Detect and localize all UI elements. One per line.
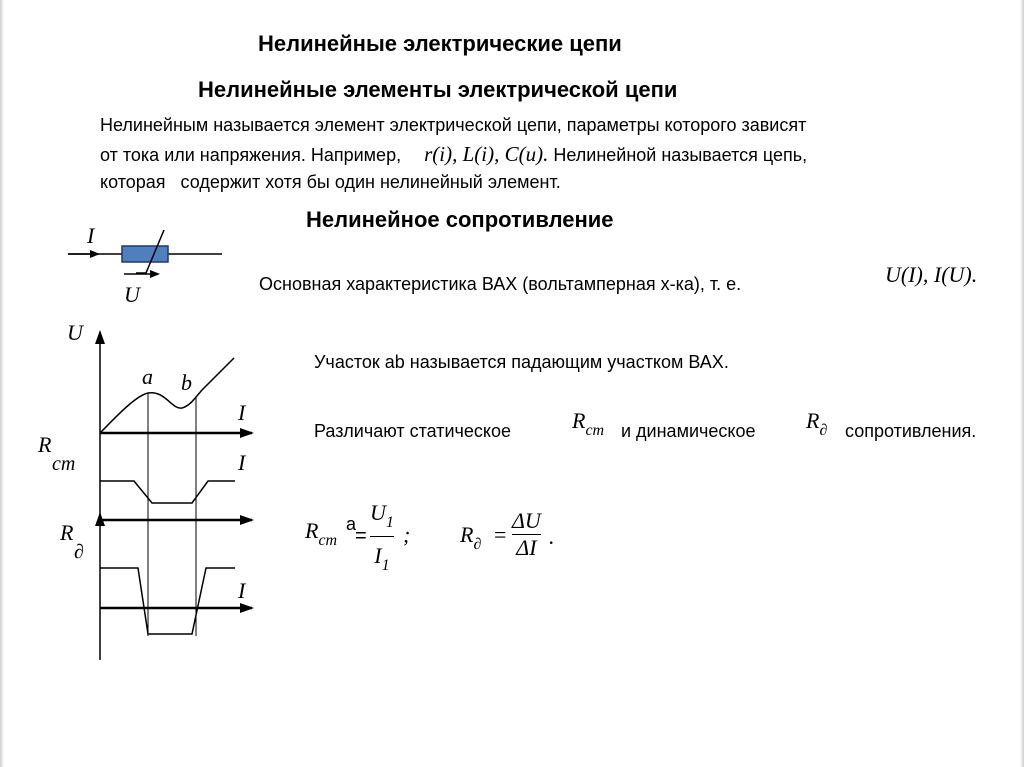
voltage-arrowhead-icon bbox=[150, 270, 160, 278]
point-a-label: a bbox=[142, 364, 153, 389]
static-formula-numerator bbox=[370, 500, 394, 536]
static-fraction-bar bbox=[370, 536, 394, 537]
graph-rd-label: R bbox=[60, 520, 74, 545]
u-axis-arrowhead-icon bbox=[95, 330, 105, 344]
dynamic-formula-denominator: ΔI bbox=[516, 535, 537, 560]
definition-line-2-pre: от тока или напряжения. Например, bbox=[100, 145, 402, 165]
static-formula-sub: ст bbox=[318, 532, 338, 549]
section-title: Нелинейное сопротивление bbox=[306, 207, 614, 232]
resistance-text-pre: Различают статическое bbox=[314, 421, 512, 441]
graph-u-label: U bbox=[67, 320, 83, 345]
static-formula-fraction bbox=[370, 500, 394, 579]
symbol-voltage-label: U bbox=[124, 282, 140, 307]
r-dynamic-sub: ∂ bbox=[819, 422, 828, 439]
slide-subtitle: Нелинейные элементы электрической цепи bbox=[198, 77, 678, 102]
resistance-text-mid: и динамическое bbox=[621, 421, 756, 441]
examples-formula: r(i), L(i), C(u). bbox=[424, 142, 549, 166]
r-dynamic-symbol bbox=[806, 408, 827, 440]
nonlinear-resistor-symbol bbox=[60, 218, 230, 310]
slide-title: Нелинейные электрические цепи bbox=[258, 31, 622, 56]
definition-line-2 bbox=[100, 141, 807, 168]
static-den-sub: 1 bbox=[381, 557, 390, 574]
graph-rst-sub: ст bbox=[52, 453, 76, 475]
r-static-symbol bbox=[572, 408, 604, 440]
graph-i-label-3: I bbox=[238, 578, 246, 603]
vah-graphs bbox=[30, 318, 270, 663]
point-b-label: b bbox=[181, 370, 192, 395]
i-axis-2-arrowhead-icon bbox=[240, 515, 254, 525]
i-axis-3-arrowhead-icon bbox=[240, 603, 254, 613]
static-formula-semicolon: ; bbox=[403, 522, 411, 547]
slide-left-edge bbox=[0, 0, 4, 767]
dynamic-formula-r: R bbox=[460, 522, 474, 547]
dynamic-formula-numerator: ΔU bbox=[512, 508, 541, 533]
graph-rd-sub: ∂ bbox=[74, 541, 84, 563]
static-num-sub: 1 bbox=[385, 514, 394, 531]
graph-rst-label: R bbox=[38, 432, 52, 457]
graph-i-label-2: I bbox=[238, 450, 246, 475]
static-resistance-curve bbox=[100, 481, 235, 503]
vah-formula: U(I), I(U). bbox=[885, 262, 978, 287]
static-num-u: U bbox=[370, 500, 386, 525]
dynamic-formula-fraction bbox=[512, 508, 541, 561]
vah-curve bbox=[100, 358, 234, 433]
dynamic-formula-equals: = bbox=[494, 522, 507, 547]
falling-section-text: Участок ab называется падающим участком ВАХ. bbox=[314, 352, 729, 372]
r-dynamic-base: R bbox=[806, 408, 820, 433]
graph-i-label-1: I bbox=[238, 400, 246, 425]
static-formula-r: R bbox=[305, 518, 319, 543]
static-formula-equals: = bbox=[355, 525, 367, 547]
static-formula-denominator bbox=[374, 543, 389, 579]
dynamic-formula-sub: ∂ bbox=[473, 536, 482, 553]
definition-line-2-post: Нелинейной называется цепь, bbox=[553, 145, 808, 165]
static-formula-lhs bbox=[305, 518, 337, 550]
static-formula-stray-a: a bbox=[346, 514, 357, 534]
definition-line-1: Нелинейным называется элемент электрической цепи, параметры которого зависят bbox=[100, 115, 807, 135]
dynamic-resistance-curve bbox=[100, 568, 235, 634]
resistor-body bbox=[122, 246, 168, 262]
dynamic-formula-lhs bbox=[460, 522, 481, 554]
vah-text: Основная характеристика ВАХ (вольтамперная х-ка), т. е. bbox=[259, 274, 742, 294]
current-arrowhead-icon bbox=[90, 250, 100, 258]
symbol-current-label: I bbox=[87, 223, 95, 248]
resistance-text-post: сопротивления. bbox=[845, 421, 977, 441]
slide-right-edge bbox=[1020, 0, 1024, 767]
dynamic-formula-period: . bbox=[549, 524, 555, 549]
i-axis-1-arrowhead-icon bbox=[240, 428, 254, 438]
r-static-sub: ст bbox=[585, 422, 605, 439]
static-den-i: I bbox=[374, 543, 382, 568]
r-static-base: R bbox=[572, 408, 586, 433]
definition-line-3: которая содержит хотя бы один нелинейный элемент. bbox=[100, 172, 561, 192]
